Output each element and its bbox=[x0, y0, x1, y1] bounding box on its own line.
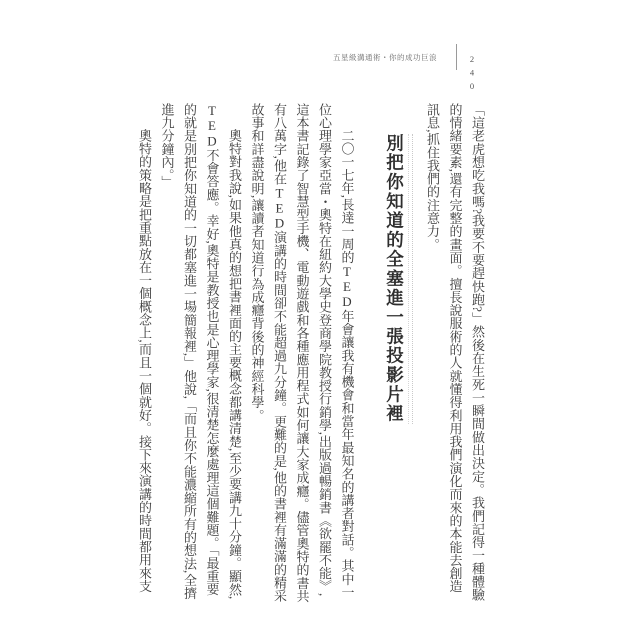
running-header-title: 五星級溝通術・你的成功巨浪 bbox=[333, 53, 437, 62]
body-text bbox=[133, 103, 489, 605]
paragraph-2: 奧特對我說,如果他真的想把書裡面的主要概念都講清楚,至少要講九十分鐘。顯然,TED不會答應。幸好,奧特是教授也是心理學家,很清楚怎麼處理這個難題。「最重要的就是別把你知道的一切都塞進一場簡報裡,」他說,「而且你不能濃縮所有的想法,全擠進九分鐘內。」 bbox=[159, 103, 242, 600]
paragraph-3: 奧特的策略是把重點放在一個概念上,而且一個就好。接下來演講的時間都用來支 bbox=[137, 129, 152, 593]
section-heading-text: 別把你知道的全塞進一張投影片裡 bbox=[385, 134, 409, 424]
heading-dotted-rule bbox=[385, 134, 413, 424]
intro-paragraph: 「這老虎想吃我嗎?我要不要趕快跑?」然後在生死一瞬間做出決定。我們記得一種體驗的情緒要素,還有完整的畫面。擅長說服術的人就懂得利用我們演化而來的本能去創造訊息,抓住我們的注意力。 bbox=[425, 103, 485, 602]
page-number: 240 bbox=[467, 54, 477, 95]
section-heading bbox=[382, 103, 408, 605]
paragraph-1: 二〇一七年,長達一周的TED年會讓我有機會和當年最知名的講者對話。其中一位心理學家亞當・奧特在紐約大學史登商學院教授行銷學,出版過暢銷書《欲罷不能》,這本書記錄了智慧型手機、電動遊戲和各種應用程式如何讓大家成癮。儘管奧特的書共有八萬字,他在TED演講的時間卻不能超過九分鐘。更難的是,他的書裡有滿滿的精采故事和詳盡說明,讓讀者知道行為成癮背後的神經科學。 bbox=[249, 103, 355, 603]
header-divider-rule bbox=[456, 44, 457, 70]
